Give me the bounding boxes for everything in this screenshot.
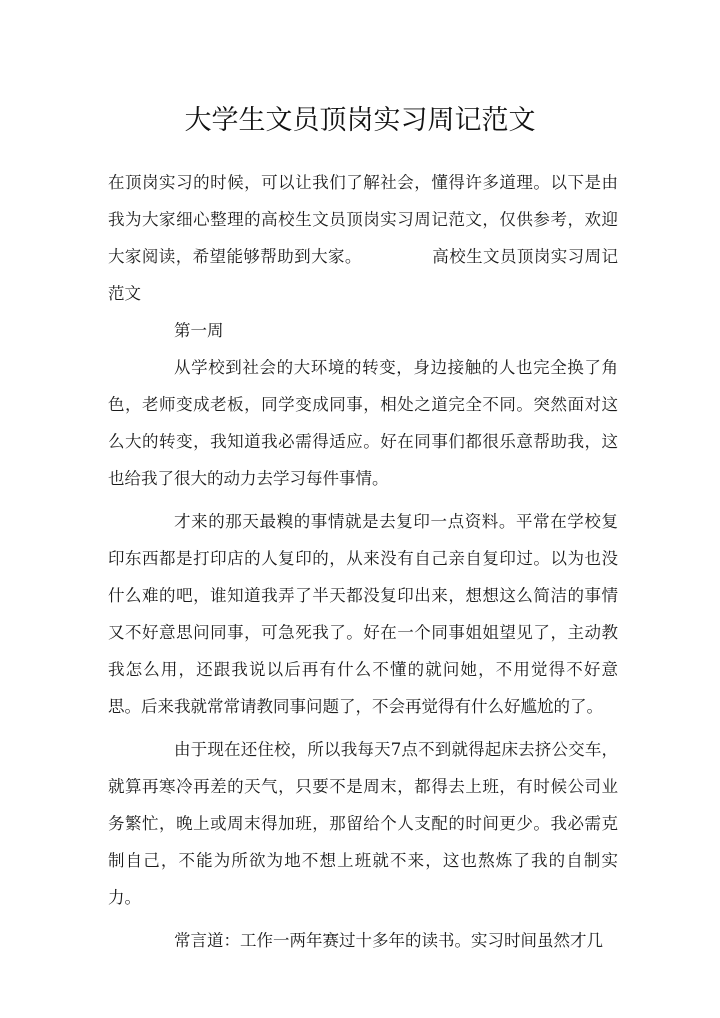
body-paragraph-1: 从学校到社会的大环境的转变，身边接触的人也完全换了角色，老师变成老板，同学变成同事，相处之道完全不同。突然面对这么大的转变，我知道我必需得适应。好在同事们都很乐意帮助我，这也给我了很大的动力去学习每件事情。 [108, 358, 618, 488]
subtitle-text: 高校生文员顶岗实习周记范文 [108, 247, 619, 303]
body-paragraph-3: 由于现在还住校，所以我每天7点不到就得起床去挤公交车，就算再寒冷再差的天气，只要不是周末，都得去上班，有时候公司业务繁忙，晚上或周末得加班，那留给个人支配的时间更少。我必需克制自己，不能为所欲为地不想上班就不来，这也熬炼了我的自制实力。 [108, 740, 618, 907]
week-heading: 第一周 [174, 321, 224, 340]
body-paragraph-2: 才来的那天最糗的事情就是去复印一点资料。平常在学校复印东西都是打印店的人复印的，从来没有自己亲自复印过。以为也没什么难的吧，谁知道我弄了半天都没复印出来，想想这么简洁的事情又不好意思问同事，可急死我了。好在一个同事姐姐望见了，主动教我怎么用，还跟我说以后再有什么不懂的就问她，不用觉得不好意思。后来我就常常请教同事问题了，不会再觉得有什么好尴尬的了。 [108, 512, 618, 716]
document-body [108, 164, 618, 959]
intro-paragraph [108, 164, 618, 312]
page-title: 大学生文员顶岗实习周记范文 [184, 105, 536, 136]
intro-text: 在顶岗实习的时候，可以让我们了解社会，懂得许多道理。以下是由我为大家细心整理的高校生文员顶岗实习周记范文，仅供参考，欢迎大家阅读，希望能够帮助到大家。 [108, 173, 618, 266]
body-paragraph-4: 常言道：工作一两年赛过十多年的读书。实习时间虽然才几 [174, 931, 603, 950]
